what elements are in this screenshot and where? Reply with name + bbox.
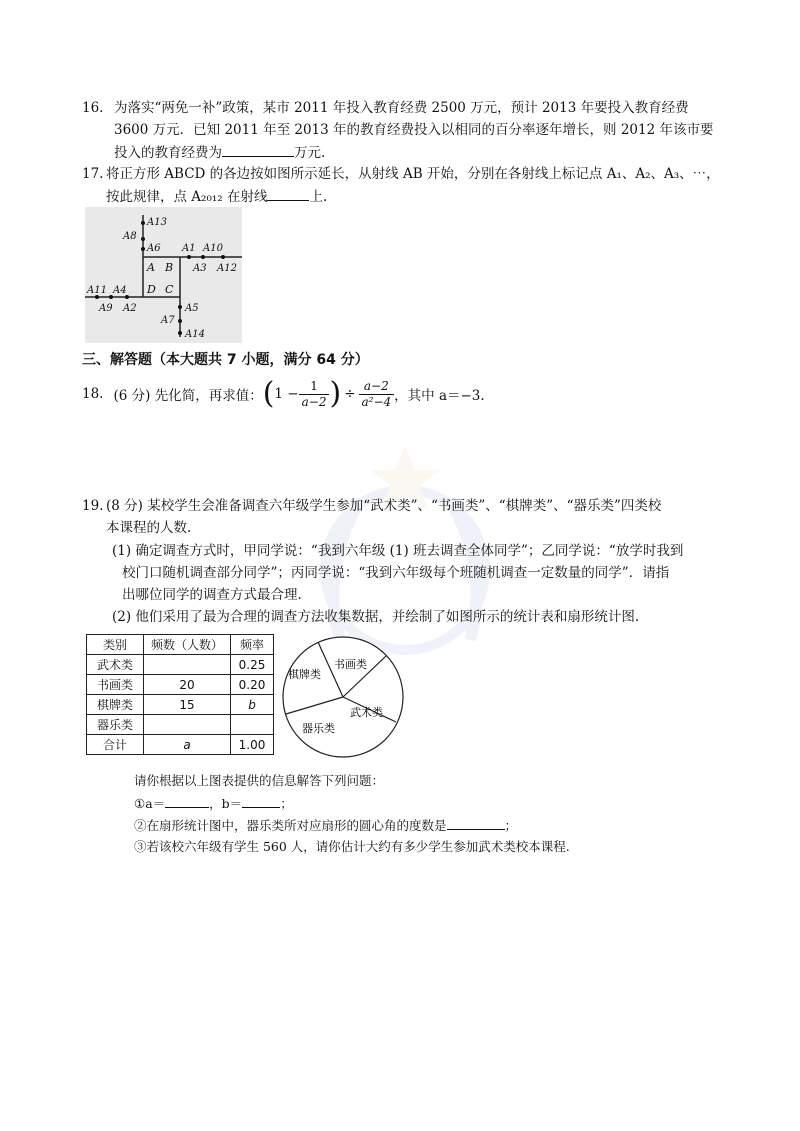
table-row bbox=[87, 715, 274, 735]
q16-line-2: 3600 万元．已知 2011 年至 2013 年的教育经费投入以相同的百分率逐年增长，则 2012 年该市要 bbox=[114, 122, 714, 138]
square-vertex-A: A bbox=[147, 261, 155, 274]
q18-pre: (6 分) 先化简，再求值： bbox=[113, 388, 263, 404]
q16-line-1: 为落实“两免一补”政策，某市 2011 年投入教育经费 2500 万元，预计 2013 年要投入教育经费 bbox=[114, 100, 689, 116]
table-cell: 0.20 bbox=[231, 675, 274, 695]
frequency-table bbox=[86, 634, 274, 755]
q18-fraction-1-num: 1 bbox=[299, 379, 330, 395]
q17-line-2-pre: 按此规律，点 A₂₀₁₂ 在射线 bbox=[106, 189, 268, 205]
table-row bbox=[87, 655, 274, 675]
fig-label-A10: A10 bbox=[203, 243, 223, 254]
q19-part1-line-3: 出哪位同学的调查方式最合理. bbox=[122, 587, 302, 603]
q16-answer-blank[interactable] bbox=[222, 142, 294, 157]
fig-label-A7: A7 bbox=[161, 315, 175, 326]
table-header: 频数（人数） bbox=[144, 635, 231, 655]
q18-fraction-1 bbox=[299, 379, 330, 410]
q17-answer-blank[interactable] bbox=[267, 186, 309, 201]
q17-line-2 bbox=[106, 186, 327, 207]
table-cell bbox=[144, 655, 231, 675]
q17-figure bbox=[85, 207, 242, 343]
pie-label-qiyue: 器乐类 bbox=[302, 722, 335, 735]
q18-line bbox=[82, 374, 485, 414]
q19-part2: (2) 他们采用了最为合理的调查方法收集数据，并绘制了如图所示的统计表和扇形统计图. bbox=[112, 609, 640, 625]
table-cell: 棋牌类 bbox=[87, 695, 144, 715]
q19-sub-2 bbox=[134, 815, 517, 836]
q18-bracket-left: ( bbox=[262, 376, 275, 411]
q19-number: 19. bbox=[82, 498, 104, 514]
table-header-row bbox=[87, 635, 274, 655]
q18-fraction-1-den: a−2 bbox=[301, 394, 327, 409]
fig-label-A1: A1 bbox=[182, 243, 196, 254]
q18-one-minus: 1 − bbox=[274, 386, 299, 402]
pie-chart bbox=[278, 632, 408, 762]
q16-line-3-post: 万元. bbox=[294, 145, 326, 161]
table-row bbox=[87, 675, 274, 695]
pie-label-wushu: 武术类 bbox=[350, 706, 383, 719]
q19-line-1: (8 分) 某校学生会准备调查六年级学生参加“武术类”、“书画类”、“棋牌类”、“器乐类”四类校 bbox=[106, 498, 662, 514]
fig-label-A14: A14 bbox=[185, 329, 205, 340]
table-header: 类别 bbox=[87, 635, 144, 655]
table-cell bbox=[231, 715, 274, 735]
fig-label-A13: A13 bbox=[147, 217, 167, 228]
answer-blank-angle[interactable] bbox=[447, 815, 505, 830]
q19-part1-line-2: 校门口随机调查部分同学”；丙同学说：“我到六年级每个班随机调查一定数量的同学”．请指 bbox=[122, 565, 670, 581]
fig-label-A3: A3 bbox=[193, 263, 207, 274]
table-cell: 15 bbox=[144, 695, 231, 715]
q19-line-2: 本课程的人数. bbox=[106, 520, 192, 536]
fig-label-A11: A11 bbox=[87, 285, 107, 296]
q17-line-2-post: 上. bbox=[309, 189, 328, 205]
table-cell: 0.25 bbox=[231, 655, 274, 675]
q18-fraction-2-den: a²−4 bbox=[361, 394, 392, 409]
q18-post: ，其中 a＝−3. bbox=[394, 388, 485, 404]
q17-number: 17. bbox=[82, 166, 104, 182]
table-cell: b bbox=[231, 695, 274, 715]
q19-part1-line-1: (1) 确定调查方式时，甲同学说：“我到六年级 (1) 班去调查全体同学”；乙同学说：“放学时我到 bbox=[112, 543, 684, 559]
q19-ask: 请你根据以上图表提供的信息解答下列问题： bbox=[134, 773, 385, 788]
square-vertex-D: D bbox=[147, 283, 156, 296]
table-row bbox=[87, 735, 274, 755]
table-cell: 武术类 bbox=[87, 655, 144, 675]
table-cell: 20 bbox=[144, 675, 231, 695]
q18-div: ÷ bbox=[344, 386, 356, 402]
table-cell: 1.00 bbox=[231, 735, 274, 755]
q16-number: 16. bbox=[82, 100, 104, 116]
fig-label-A9: A9 bbox=[99, 303, 113, 314]
answer-blank-b[interactable] bbox=[242, 793, 280, 808]
q16-line-3 bbox=[114, 142, 325, 163]
section-3-title: 三、解答题（本大题共 7 小题，满分 64 分） bbox=[82, 352, 369, 368]
q19-sub-2-pre: ②在扇形统计图中，器乐类所对应扇形的圆心角的度数是 bbox=[134, 818, 447, 833]
q18-fraction-2-num: a−2 bbox=[359, 379, 395, 395]
fig-label-A12: A12 bbox=[217, 263, 237, 274]
fig-label-A4: A4 bbox=[113, 285, 127, 296]
fig-label-A6: A6 bbox=[147, 243, 161, 254]
fig-label-A8: A8 bbox=[123, 231, 137, 242]
table-cell: 书画类 bbox=[87, 675, 144, 695]
table-cell: 器乐类 bbox=[87, 715, 144, 735]
table-header: 频率 bbox=[231, 635, 274, 655]
q16-line-3-pre: 投入的教育经费为 bbox=[114, 145, 222, 161]
pie-label-qipai: 棋牌类 bbox=[288, 668, 321, 681]
pie-label-shuhua: 书画类 bbox=[334, 658, 367, 671]
table-cell: a bbox=[144, 735, 231, 755]
table-row bbox=[87, 695, 274, 715]
q19-sub-1-b: ，b＝ bbox=[209, 796, 243, 811]
q18-fraction-2 bbox=[359, 379, 395, 410]
q19-sub-1-end: ； bbox=[280, 796, 293, 811]
table-cell: 合计 bbox=[87, 735, 144, 755]
table-cell bbox=[144, 715, 231, 735]
q19-sub-2-end: ； bbox=[504, 818, 518, 833]
q18-bracket-right: ) bbox=[329, 376, 342, 411]
fig-label-A5: A5 bbox=[185, 303, 199, 314]
q19-sub-1 bbox=[134, 793, 293, 814]
fig-label-A2: A2 bbox=[123, 303, 137, 314]
answer-blank-a[interactable] bbox=[165, 793, 209, 808]
q17-line-1: 将正方形 ABCD 的各边按如图所示延长，从射线 AB 开始，分别在各射线上标记点 A₁、A₂、A₃、⋯， bbox=[106, 166, 720, 182]
q19-sub-3: ③若该校六年级有学生 560 人，请你估计大约有多少学生参加武术类校本课程. bbox=[134, 839, 570, 854]
square-vertex-C: C bbox=[165, 283, 174, 296]
q19-sub-1-a: ①a＝ bbox=[134, 796, 166, 811]
q18-number: 18. bbox=[82, 386, 104, 402]
square-vertex-B: B bbox=[165, 261, 174, 274]
